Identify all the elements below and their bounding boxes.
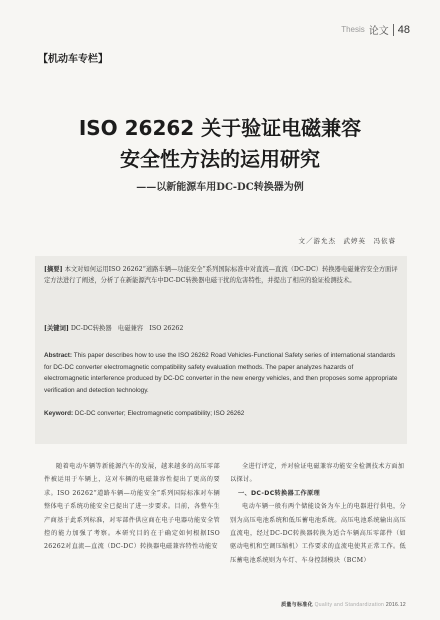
header-divider: [393, 24, 394, 36]
header-section-zh: 论文: [368, 26, 389, 37]
running-header: [341, 22, 410, 37]
running-footer: [281, 601, 406, 608]
body-right-paragraph-1: 全进行评定，并对验证电磁兼容功能安全检测技术方面加以探讨。: [230, 463, 405, 484]
author-byline: 文／游允杰 武婷英 冯依睿: [298, 237, 396, 245]
abstract-en-label: Abstract:: [44, 352, 73, 359]
abstract-zh: [44, 264, 400, 286]
body-right-paragraph-2: 电动车辆一般有两个储能设备为车上的电器进行供电，分别为高压电池系统和低压蓄电池系统。高压电池系统输出高压直流电，经过DC-DC转换器转换为适合车辆高压零部件（如驱动电机和空调压缩机）工作要求的直流电使其正常工作。低压蓄电池系统则为车灯、车身控制模块（BCM）: [230, 503, 406, 564]
article-title-line1: ISO 26262 关于验证电磁兼容: [78, 116, 362, 140]
keywords-zh: [44, 323, 183, 332]
body-right-column: [230, 460, 406, 567]
body-left-column: 随着电动车辆等新能源汽车的发展，越来越多的高压零部件被运用于车辆上，这对车辆的电磁兼容性提出了更高的要求。ISO 26262“道路车辆—功能安全”系列国际标准对车辆整体电子系统功能安全已提出了进一步要求。目前，各整车生产商基于此系列标准，对零部件供应商在电子电器功能安全管控的能力加强了考察。本研究目的在于确定如何根据ISO 26262对直流—直流（DC-DC）转换器电磁兼容特性功能安: [44, 463, 220, 551]
footer-issue: 2016.12: [385, 602, 406, 608]
keywords-zh-text: DC-DC转换器 电磁兼容 ISO 26262: [70, 325, 184, 332]
footer-journal-zh: 质量与标准化: [281, 602, 313, 608]
keywords-en: [44, 410, 244, 417]
keywords-en-label: Keyword:: [44, 410, 74, 417]
abstract-zh-label: [摘要]: [44, 266, 63, 273]
article-title-line2: 安全性方法的运用研究: [120, 147, 320, 171]
abstract-zh-text: 本文对如何运用ISO 26262“道路车辆—功能安全”系列国际标准中对直流—直流（DC-DC）转换器电磁兼容安全方面评定方法进行了阐述，分析了在新能源汽车中DC-DC转换器电磁干扰的危害特性，并提出了相应的验证检测技术。: [44, 266, 398, 284]
column-tag: 【机动车专栏】: [38, 54, 108, 65]
section-heading: 一、DC-DC转换器工作原理: [238, 489, 320, 497]
header-section-en: Thesis: [341, 25, 365, 34]
article-subtitle: ——以新能源车用DC-DC转换器为例: [136, 182, 304, 193]
abstract-en: [44, 350, 400, 396]
keywords-zh-label: [关键词]: [44, 325, 69, 332]
abstract-en-text: This paper describes how to use the ISO 26262 Road Vehicles-Functional Safety series of international standards for DC-DC converter electromagnetic compatibility safety evaluation methods. The paper analyzes hazards of electromagnetic interference produced by DC-DC converter in the new energy vehicles, and then proposes some appropriate verification and detection technology.: [44, 352, 398, 394]
page-number: 48: [397, 23, 410, 36]
footer-journal-en: Quality and Standardization: [314, 602, 385, 608]
keywords-en-text: DC-DC converter; Electromagnetic compatibility; ISO 26262: [74, 410, 245, 417]
